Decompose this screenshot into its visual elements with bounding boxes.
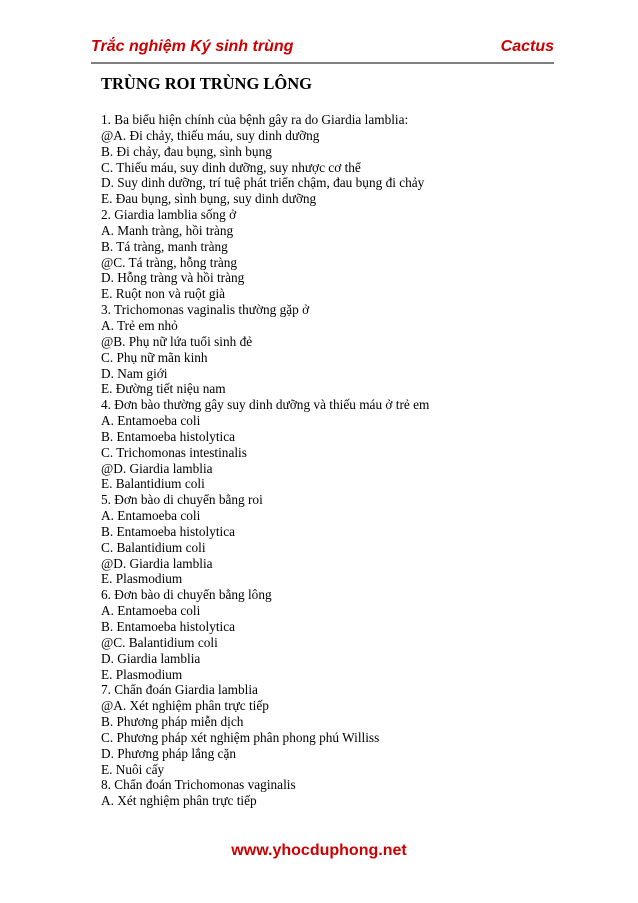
page-header (91, 38, 554, 64)
answer-option: @C. Balantidium coli (101, 634, 218, 650)
answer-option: @B. Phụ nữ lứa tuổi sinh đẻ (101, 333, 253, 349)
answer-option: A. Manh tràng, hồi tràng (101, 222, 234, 238)
answer-option: A. Entamoeba coli (101, 508, 201, 524)
answer-option: E. Ruột non và ruột già (101, 286, 226, 302)
answer-option: B. Entamoeba histolytica (101, 619, 236, 634)
question-text: 8. Chẩn đoán Trichomonas vaginalis (101, 777, 296, 793)
answer-option: @D. Giardia lamblia (101, 460, 213, 476)
answer-option: C. Phương pháp xét nghiệm phân phong phú Williss (101, 729, 380, 745)
answer-option: E. Balantidium coli (101, 476, 205, 492)
header-left-title: Trắc nghiệm Ký sinh trùng (91, 38, 294, 55)
answer-option: B. Entamoeba histolytica (101, 523, 236, 539)
answer-option: B. Đi chảy, đau bụng, sình bụng (101, 143, 272, 159)
answer-option: D. Giardia lamblia (101, 650, 201, 666)
answer-option: D. Hỗng tràng và hồi tràng (101, 270, 245, 286)
answer-option: A. Xét nghiệm phân trực tiếp (101, 793, 257, 809)
footer-url: www.yhocduphong.net (231, 842, 407, 859)
answer-option: E. Nuôi cấy (101, 761, 165, 777)
answer-option: D. Phương pháp lắng cặn (101, 745, 236, 761)
answer-option: C. Trichomonas intestinalis (101, 444, 247, 460)
answer-option: @C. Tá tràng, hỗng tràng (101, 254, 238, 270)
answer-option: D. Nam giới (101, 365, 168, 381)
question-text: 5. Đơn bào di chuyển bằng roi (101, 492, 263, 508)
answer-option: A. Entamoeba coli (101, 603, 201, 619)
question-list (101, 112, 551, 809)
question-text: 7. Chẩn đoán Giardia lamblia (101, 682, 258, 698)
answer-option: B. Entamoeba histolytica (101, 428, 236, 444)
answer-option: E. Plasmodium (101, 666, 183, 682)
answer-option: @A. Xét nghiệm phân trực tiếp (101, 698, 269, 714)
answer-option: E. Plasmodium (101, 571, 183, 587)
header-right-title: Cactus (500, 38, 554, 55)
answer-option: A. Trẻ em nhỏ (101, 317, 178, 333)
question-text: 4. Đơn bào thường gây suy dinh dưỡng và thiếu máu ở trẻ em (101, 397, 430, 413)
question-text: 3. Trichomonas vaginalis thường gặp ở (101, 302, 310, 318)
answer-option: C. Phụ nữ mãn kinh (101, 349, 208, 365)
answer-option: B. Phương pháp miễn dịch (101, 714, 244, 730)
answer-option: E. Đau bụng, sình bụng, suy dinh dưỡng (101, 191, 317, 207)
question-text: 1. Ba biểu hiện chính của bệnh gây ra do Giardia lamblia: (101, 112, 409, 127)
page-title: TRÙNG ROI TRÙNG LÔNG (101, 74, 313, 93)
question-text: 6. Đơn bào di chuyển bằng lông (101, 587, 272, 603)
answer-option: C. Balantidium coli (101, 539, 206, 555)
question-text: 2. Giardia lamblia sống ở (101, 207, 237, 223)
answer-option: C. Thiếu máu, suy dinh dưỡng, suy nhược cơ thể (101, 159, 361, 175)
answer-option: D. Suy dinh dưỡng, trí tuệ phát triển chậm, đau bụng đi chảy (101, 175, 425, 191)
answer-option: E. Đường tiết niệu nam (101, 381, 226, 397)
answer-option: A. Entamoeba coli (101, 413, 201, 429)
answer-option: @A. Đi chảy, thiếu máu, suy dinh dưỡng (101, 127, 320, 143)
answer-option: @D. Giardia lamblia (101, 555, 213, 571)
answer-option: B. Tá tràng, manh tràng (101, 238, 228, 254)
